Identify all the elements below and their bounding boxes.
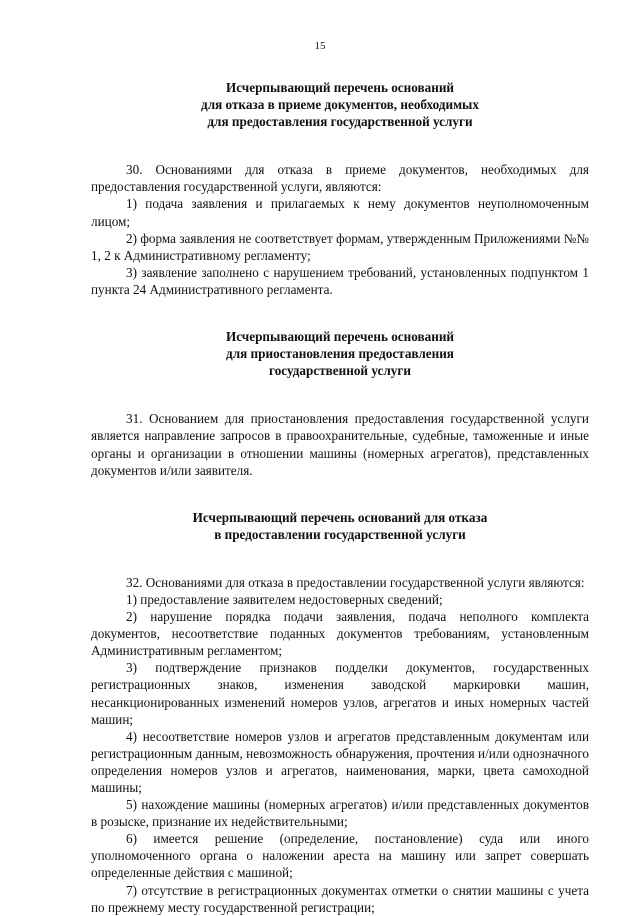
paragraph-30: 30. Основаниями для отказа в приеме документов, необходимых для предоставления государственной услуги, являются: xyxy=(91,162,589,195)
list-item-32-5: 5) нахождение машины (номерных агрегатов) и/или представленных документов в розыске, признание их недействительными; xyxy=(91,797,589,830)
section-heading-refusal-acceptance xyxy=(91,79,589,130)
list-item-32-3: 3) подтверждение признаков подделки документов, государственных регистрационных знаков, изменения заводской маркировки машин, несанкционированных изменений номеров узлов, агрегатов и иных номерных частей машин; xyxy=(91,660,589,727)
list-item-30-3: 3) заявление заполнено с нарушением требований, установленных подпунктом 1 пункта 24 Административного регламента. xyxy=(91,264,589,297)
list-item-32-7: 7) отсутствие в регистрационных документах отметки о снятии машины с учета по прежнему месту государственной регистрации; xyxy=(91,882,589,915)
paragraph-32: 32. Основаниями для отказа в предоставлении государственной услуги являются: xyxy=(126,574,585,590)
heading-line: для приостановления предоставления xyxy=(226,346,454,362)
list-item-32-4: 4) несоответствие номеров узлов и агрегатов представленным документам или регистрационным данным, невозможность обнаружения, прочтения и/или однозначного определения номеров узлов и агрегатов, наименования, марки, цвета самоходной машины; xyxy=(91,728,589,795)
section-heading-suspension xyxy=(91,328,589,379)
heading-line: Исчерпывающий перечень оснований xyxy=(225,329,455,345)
page-content xyxy=(91,79,589,916)
heading-line: Исчерпывающий перечень оснований для отказа xyxy=(192,509,488,525)
heading-line: для отказа в приеме документов, необходимых xyxy=(201,97,479,113)
heading-line: Исчерпывающий перечень оснований xyxy=(225,80,455,95)
list-item-30-1: 1) подача заявления и прилагаемых к нему документов неуполномоченным лицом; xyxy=(91,196,589,229)
page-number: 15 xyxy=(314,40,326,52)
list-item-32-6: 6) имеется решение (определение, постановление) суда или иного уполномоченного органа о наложении ареста на машину или запрет совершать определенные действия с машиной; xyxy=(91,831,589,881)
heading-line: государственной услуги xyxy=(269,363,411,379)
heading-line: в предоставлении государственной услуги xyxy=(214,526,466,542)
list-item-32-1: 1) предоставление заявителем недостоверных сведений; xyxy=(126,591,443,607)
paragraph-31: 31. Основанием для приостановления предоставления государственной услуги является направление запросов в правоохранительные, судебные, таможенные и иные органы и организации в отношении машины (номерных агрегатов), представленных документов и/или заявителя. xyxy=(91,411,589,478)
section-heading-refusal-service xyxy=(91,509,589,543)
list-item-30-2: 2) форма заявления не соответствует формам, утвержденным Приложениями №№ 1, 2 к Административному регламенту; xyxy=(91,230,589,263)
list-item-32-2: 2) нарушение порядка подачи заявления, подача неполного комплекта документов, несоответствие поданных документов требованиям, установленным Административным регламентом; xyxy=(91,609,589,659)
heading-line: для предоставления государственной услуги xyxy=(207,114,473,130)
